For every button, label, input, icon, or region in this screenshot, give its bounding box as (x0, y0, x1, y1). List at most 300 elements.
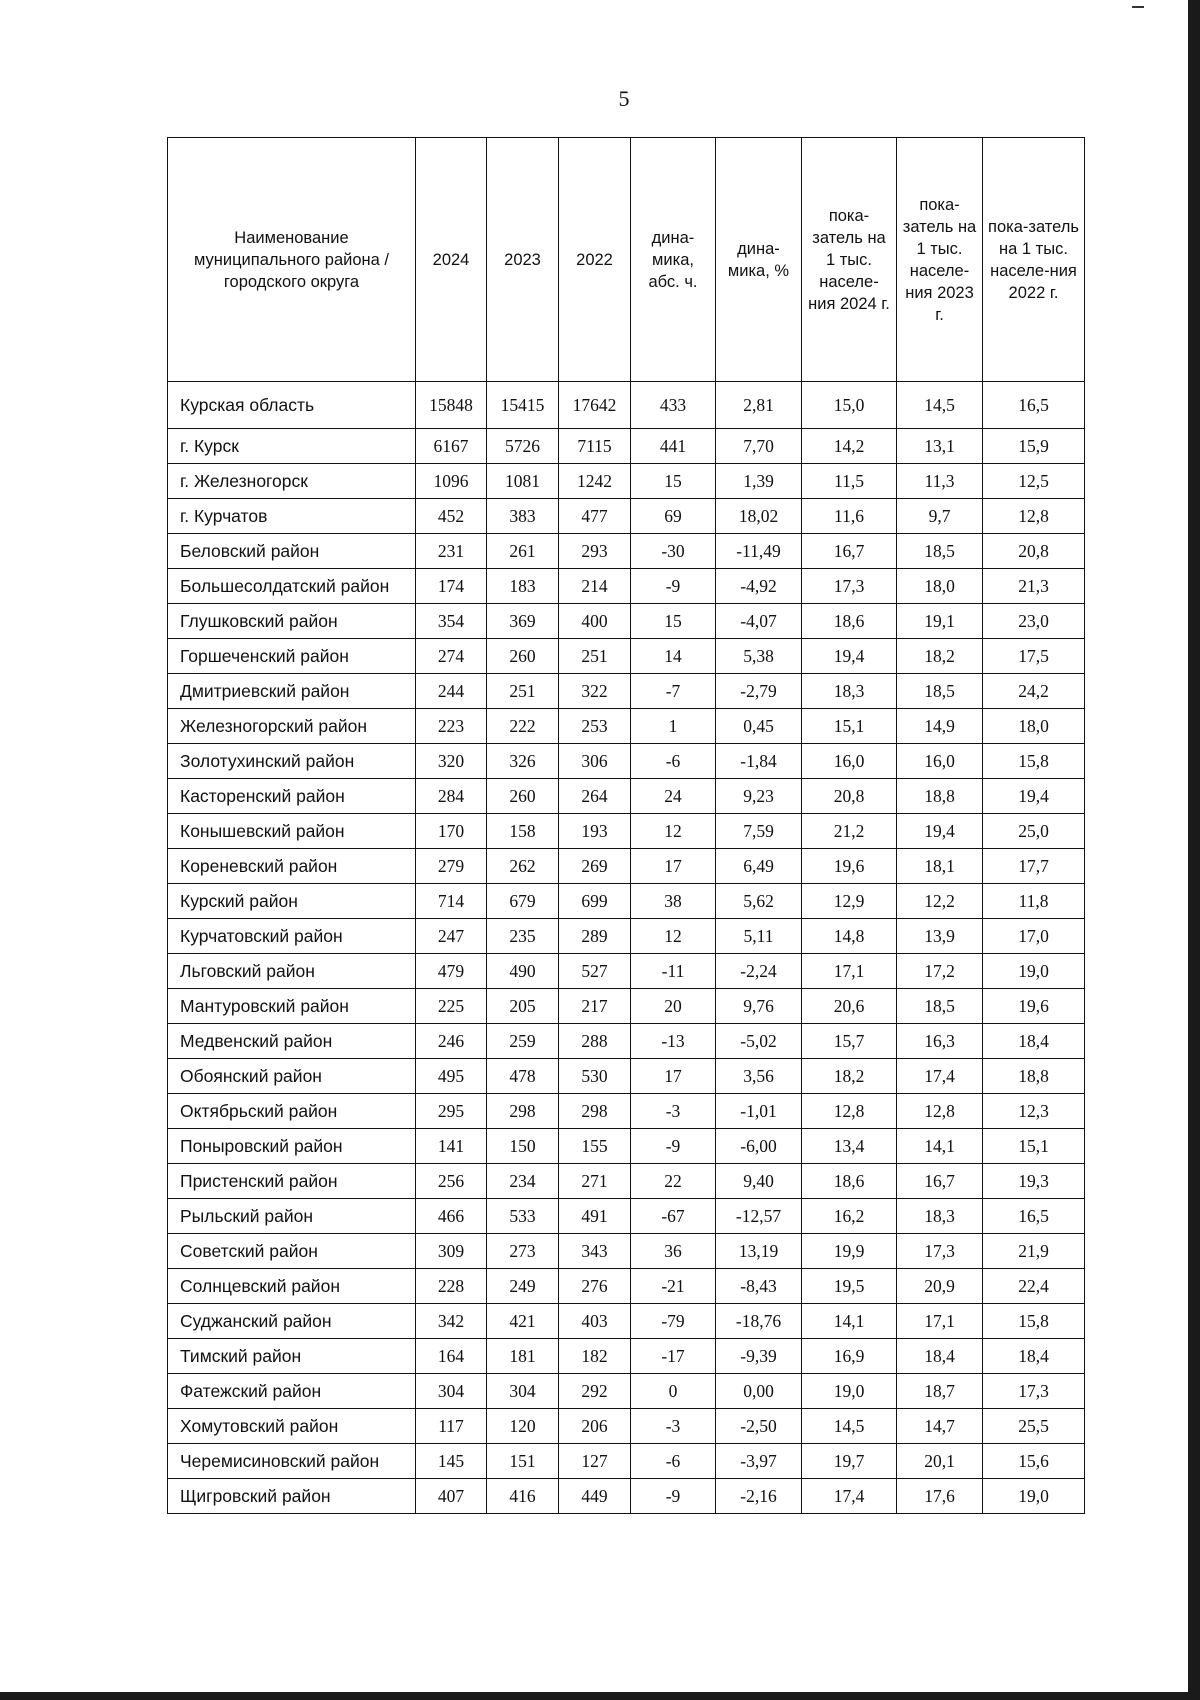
value-cell: 14,7 (897, 1409, 983, 1444)
value-cell: 5726 (487, 429, 559, 464)
table-row (168, 464, 1085, 499)
value-cell: 2,81 (716, 382, 802, 429)
header-dynamics-abs-text: дина-мика, абс. ч. (648, 228, 698, 291)
value-cell: 306 (559, 744, 631, 779)
header-dynamics-abs (631, 138, 716, 382)
value-cell: 11,5 (802, 464, 897, 499)
value-cell: 354 (416, 604, 487, 639)
value-cell: 14,5 (897, 382, 983, 429)
value-cell: 288 (559, 1024, 631, 1059)
value-cell: -18,76 (716, 1304, 802, 1339)
value-cell: 5,11 (716, 919, 802, 954)
value-cell: 279 (416, 849, 487, 884)
value-cell: 25,5 (983, 1409, 1085, 1444)
value-cell: 12 (631, 919, 716, 954)
value-cell: 19,0 (983, 1479, 1085, 1514)
value-cell: 309 (416, 1234, 487, 1269)
value-cell: 15,1 (983, 1129, 1085, 1164)
value-cell: 7,59 (716, 814, 802, 849)
district-name-cell: Советский район (168, 1234, 416, 1269)
value-cell: 12,2 (897, 884, 983, 919)
value-cell: -11 (631, 954, 716, 989)
value-cell: 12 (631, 814, 716, 849)
value-cell: 151 (487, 1444, 559, 1479)
value-cell: -5,02 (716, 1024, 802, 1059)
value-cell: 16,2 (802, 1199, 897, 1234)
value-cell: 19,1 (897, 604, 983, 639)
value-cell: 479 (416, 954, 487, 989)
value-cell: 15 (631, 604, 716, 639)
value-cell: 17,4 (802, 1479, 897, 1514)
value-cell: 16,7 (897, 1164, 983, 1199)
value-cell: -11,49 (716, 534, 802, 569)
value-cell: 264 (559, 779, 631, 814)
value-cell: 1081 (487, 464, 559, 499)
header-rate-2024-text: пока-затель на 1 тыс. населе-ния 2024 г. (808, 206, 890, 313)
value-cell: 253 (559, 709, 631, 744)
value-cell: 259 (487, 1024, 559, 1059)
value-cell: 17,3 (802, 569, 897, 604)
value-cell: 11,3 (897, 464, 983, 499)
district-name-cell: Конышевский район (168, 814, 416, 849)
value-cell: 18,2 (897, 639, 983, 674)
value-cell: 20,6 (802, 989, 897, 1024)
value-cell: 17,7 (983, 849, 1085, 884)
value-cell: 15,8 (983, 1304, 1085, 1339)
value-cell: 222 (487, 709, 559, 744)
value-cell: 18,4 (983, 1339, 1085, 1374)
value-cell: -1,01 (716, 1094, 802, 1129)
value-cell: -7 (631, 674, 716, 709)
value-cell: 18,2 (802, 1059, 897, 1094)
value-cell: 15,7 (802, 1024, 897, 1059)
value-cell: 20,8 (802, 779, 897, 814)
value-cell: 19,4 (802, 639, 897, 674)
header-2022-text: 2022 (576, 250, 613, 269)
value-cell: 699 (559, 884, 631, 919)
value-cell: 1096 (416, 464, 487, 499)
district-name-cell: Октябрьский район (168, 1094, 416, 1129)
header-2024-text: 2024 (432, 250, 470, 269)
header-rate-2023 (897, 138, 983, 382)
value-cell: 21,2 (802, 814, 897, 849)
value-cell: 69 (631, 499, 716, 534)
value-cell: 13,9 (897, 919, 983, 954)
table-row (168, 499, 1085, 534)
table-header-row (168, 138, 1085, 382)
value-cell: 25,0 (983, 814, 1085, 849)
table-row (168, 1164, 1085, 1199)
value-cell: 17,5 (983, 639, 1085, 674)
district-name-cell: Щигровский район (168, 1479, 416, 1514)
value-cell: 15415 (487, 382, 559, 429)
value-cell: 15,0 (802, 382, 897, 429)
value-cell: 343 (559, 1234, 631, 1269)
district-name-cell: Тимский район (168, 1339, 416, 1374)
district-name-cell: Хомутовский район (168, 1409, 416, 1444)
value-cell: 491 (559, 1199, 631, 1234)
table-row (168, 1479, 1085, 1514)
value-cell: 478 (487, 1059, 559, 1094)
table-row (168, 1199, 1085, 1234)
header-rate-2024 (802, 138, 897, 382)
district-name-cell: Касторенский район (168, 779, 416, 814)
value-cell: 19,6 (983, 989, 1085, 1024)
value-cell: 170 (416, 814, 487, 849)
table-row (168, 884, 1085, 919)
value-cell: 158 (487, 814, 559, 849)
value-cell: -6 (631, 1444, 716, 1479)
district-name-cell: Обоянский район (168, 1059, 416, 1094)
table-row (168, 849, 1085, 884)
value-cell: 15,1 (802, 709, 897, 744)
table-row (168, 674, 1085, 709)
value-cell: 141 (416, 1129, 487, 1164)
value-cell: 11,6 (802, 499, 897, 534)
value-cell: 24,2 (983, 674, 1085, 709)
value-cell: 182 (559, 1339, 631, 1374)
value-cell: 12,8 (897, 1094, 983, 1129)
value-cell: -3,97 (716, 1444, 802, 1479)
table-row (168, 1059, 1085, 1094)
value-cell: 231 (416, 534, 487, 569)
header-rate-2022 (983, 138, 1085, 382)
value-cell: 17 (631, 1059, 716, 1094)
value-cell: 449 (559, 1479, 631, 1514)
value-cell: 183 (487, 569, 559, 604)
value-cell: -8,43 (716, 1269, 802, 1304)
header-2022 (559, 138, 631, 382)
value-cell: 13,4 (802, 1129, 897, 1164)
value-cell: 214 (559, 569, 631, 604)
value-cell: 3,56 (716, 1059, 802, 1094)
value-cell: 17,6 (897, 1479, 983, 1514)
page-number: 5 (618, 86, 630, 111)
value-cell: 174 (416, 569, 487, 604)
value-cell: 16,0 (897, 744, 983, 779)
value-cell: 18,3 (897, 1199, 983, 1234)
value-cell: 326 (487, 744, 559, 779)
value-cell: 16,3 (897, 1024, 983, 1059)
district-name-cell: Курская область (168, 382, 416, 429)
district-name-cell: Золотухинский район (168, 744, 416, 779)
value-cell: 262 (487, 849, 559, 884)
value-cell: 273 (487, 1234, 559, 1269)
value-cell: 14,8 (802, 919, 897, 954)
value-cell: 18,1 (897, 849, 983, 884)
value-cell: 223 (416, 709, 487, 744)
value-cell: -2,79 (716, 674, 802, 709)
header-district-name (168, 138, 416, 382)
value-cell: -9 (631, 1129, 716, 1164)
value-cell: 22,4 (983, 1269, 1085, 1304)
value-cell: 421 (487, 1304, 559, 1339)
value-cell: 322 (559, 674, 631, 709)
value-cell: 17,1 (897, 1304, 983, 1339)
table-row (168, 382, 1085, 429)
value-cell: 527 (559, 954, 631, 989)
value-cell: 181 (487, 1339, 559, 1374)
value-cell: 16,0 (802, 744, 897, 779)
value-cell: 9,76 (716, 989, 802, 1024)
value-cell: 9,23 (716, 779, 802, 814)
value-cell: 19,4 (983, 779, 1085, 814)
value-cell: 16,7 (802, 534, 897, 569)
value-cell: 18,4 (897, 1339, 983, 1374)
value-cell: -6 (631, 744, 716, 779)
value-cell: 295 (416, 1094, 487, 1129)
value-cell: 495 (416, 1059, 487, 1094)
value-cell: 1242 (559, 464, 631, 499)
value-cell: 15,8 (983, 744, 1085, 779)
table-row (168, 1269, 1085, 1304)
value-cell: 17,4 (897, 1059, 983, 1094)
value-cell: 490 (487, 954, 559, 989)
value-cell: 145 (416, 1444, 487, 1479)
table-row (168, 744, 1085, 779)
value-cell: 18,02 (716, 499, 802, 534)
value-cell: 36 (631, 1234, 716, 1269)
value-cell: 433 (631, 382, 716, 429)
table-row (168, 814, 1085, 849)
value-cell: 12,8 (802, 1094, 897, 1129)
value-cell: 0,45 (716, 709, 802, 744)
statistics-table (167, 137, 1085, 1514)
value-cell: 256 (416, 1164, 487, 1199)
value-cell: 18,5 (897, 989, 983, 1024)
district-name-cell: Железногорский район (168, 709, 416, 744)
value-cell: 298 (559, 1094, 631, 1129)
value-cell: 15,9 (983, 429, 1085, 464)
table-row (168, 1374, 1085, 1409)
value-cell: 714 (416, 884, 487, 919)
table-row (168, 954, 1085, 989)
district-name-cell: г. Курск (168, 429, 416, 464)
value-cell: 15 (631, 464, 716, 499)
value-cell: 284 (416, 779, 487, 814)
value-cell: -6,00 (716, 1129, 802, 1164)
district-name-cell: г. Курчатов (168, 499, 416, 534)
table-row (168, 639, 1085, 674)
header-rate-2022-text: пока-затель на 1 тыс. населе-ния 2022 г. (988, 217, 1079, 302)
value-cell: 120 (487, 1409, 559, 1444)
value-cell: 19,7 (802, 1444, 897, 1479)
value-cell: 19,6 (802, 849, 897, 884)
value-cell: -17 (631, 1339, 716, 1374)
value-cell: 234 (487, 1164, 559, 1199)
value-cell: 18,0 (897, 569, 983, 604)
header-2023-text: 2023 (504, 250, 541, 269)
value-cell: 7,70 (716, 429, 802, 464)
value-cell: 206 (559, 1409, 631, 1444)
district-name-cell: Фатежский район (168, 1374, 416, 1409)
value-cell: 249 (487, 1269, 559, 1304)
value-cell: 17 (631, 849, 716, 884)
table-row (168, 1444, 1085, 1479)
district-name-cell: Черемисиновский район (168, 1444, 416, 1479)
value-cell: 150 (487, 1129, 559, 1164)
value-cell: 205 (487, 989, 559, 1024)
value-cell: 16,5 (983, 382, 1085, 429)
value-cell: 251 (559, 639, 631, 674)
value-cell: 18,3 (802, 674, 897, 709)
district-name-cell: Льговский район (168, 954, 416, 989)
value-cell: 383 (487, 499, 559, 534)
table-row (168, 1024, 1085, 1059)
table-row (168, 429, 1085, 464)
value-cell: 19,4 (897, 814, 983, 849)
district-name-cell: Суджанский район (168, 1304, 416, 1339)
table-row (168, 534, 1085, 569)
district-name-cell: Дмитриевский район (168, 674, 416, 709)
value-cell: 17,1 (802, 954, 897, 989)
value-cell: 193 (559, 814, 631, 849)
value-cell: 6,49 (716, 849, 802, 884)
district-name-cell: Кореневский район (168, 849, 416, 884)
value-cell: 320 (416, 744, 487, 779)
table-row (168, 1094, 1085, 1129)
value-cell: 21,9 (983, 1234, 1085, 1269)
header-dynamics-pct (716, 138, 802, 382)
header-rate-2023-text: пока-затель на 1 тыс. населе-ния 2023 г. (902, 195, 977, 324)
value-cell: 18,6 (802, 604, 897, 639)
value-cell: 14,1 (897, 1129, 983, 1164)
value-cell: 292 (559, 1374, 631, 1409)
value-cell: 416 (487, 1479, 559, 1514)
value-cell: 12,5 (983, 464, 1085, 499)
value-cell: 22 (631, 1164, 716, 1199)
value-cell: 400 (559, 604, 631, 639)
value-cell: 293 (559, 534, 631, 569)
value-cell: 466 (416, 1199, 487, 1234)
value-cell: 17,3 (897, 1234, 983, 1269)
value-cell: 18,7 (897, 1374, 983, 1409)
header-district-name-text: Наименование муниципального района / городского округа (193, 228, 390, 291)
value-cell: 1 (631, 709, 716, 744)
table-row (168, 1234, 1085, 1269)
value-cell: -2,16 (716, 1479, 802, 1514)
value-cell: 14 (631, 639, 716, 674)
value-cell: 16,5 (983, 1199, 1085, 1234)
value-cell: 17642 (559, 382, 631, 429)
district-name-cell: Медвенский район (168, 1024, 416, 1059)
value-cell: -3 (631, 1409, 716, 1444)
district-name-cell: Курский район (168, 884, 416, 919)
value-cell: 7115 (559, 429, 631, 464)
value-cell: -67 (631, 1199, 716, 1234)
value-cell: 18,4 (983, 1024, 1085, 1059)
value-cell: 304 (487, 1374, 559, 1409)
district-name-cell: г. Железногорск (168, 464, 416, 499)
value-cell: 14,1 (802, 1304, 897, 1339)
value-cell: 271 (559, 1164, 631, 1199)
district-name-cell: Большесолдатский район (168, 569, 416, 604)
district-name-cell: Рыльский район (168, 1199, 416, 1234)
value-cell: 369 (487, 604, 559, 639)
value-cell: -2,50 (716, 1409, 802, 1444)
value-cell: 477 (559, 499, 631, 534)
value-cell: -13 (631, 1024, 716, 1059)
value-cell: -21 (631, 1269, 716, 1304)
value-cell: 21,3 (983, 569, 1085, 604)
value-cell: 14,5 (802, 1409, 897, 1444)
table-row (168, 779, 1085, 814)
value-cell: 12,9 (802, 884, 897, 919)
value-cell: 18,5 (897, 674, 983, 709)
value-cell: 225 (416, 989, 487, 1024)
value-cell: 530 (559, 1059, 631, 1094)
value-cell: 235 (487, 919, 559, 954)
value-cell: 403 (559, 1304, 631, 1339)
value-cell: 12,8 (983, 499, 1085, 534)
value-cell: 407 (416, 1479, 487, 1514)
value-cell: 9,7 (897, 499, 983, 534)
header-2024 (416, 138, 487, 382)
scan-mark (1132, 6, 1144, 8)
value-cell: 16,9 (802, 1339, 897, 1374)
value-cell: 13,19 (716, 1234, 802, 1269)
value-cell: 9,40 (716, 1164, 802, 1199)
value-cell: 276 (559, 1269, 631, 1304)
value-cell: 18,0 (983, 709, 1085, 744)
value-cell: 14,2 (802, 429, 897, 464)
value-cell: 261 (487, 534, 559, 569)
value-cell: 18,8 (983, 1059, 1085, 1094)
value-cell: 304 (416, 1374, 487, 1409)
table-row (168, 989, 1085, 1024)
value-cell: 269 (559, 849, 631, 884)
value-cell: 260 (487, 779, 559, 814)
district-name-cell: Курчатовский район (168, 919, 416, 954)
value-cell: 19,0 (802, 1374, 897, 1409)
value-cell: 155 (559, 1129, 631, 1164)
value-cell: 247 (416, 919, 487, 954)
table-row (168, 604, 1085, 639)
value-cell: 19,0 (983, 954, 1085, 989)
value-cell: 260 (487, 639, 559, 674)
scan-border-bottom (0, 1692, 1200, 1700)
district-name-cell: Пристенский район (168, 1164, 416, 1199)
value-cell: -30 (631, 534, 716, 569)
value-cell: 20 (631, 989, 716, 1024)
value-cell: 17,0 (983, 919, 1085, 954)
value-cell: -79 (631, 1304, 716, 1339)
district-name-cell: Беловский район (168, 534, 416, 569)
value-cell: 1,39 (716, 464, 802, 499)
value-cell: -12,57 (716, 1199, 802, 1234)
value-cell: 251 (487, 674, 559, 709)
value-cell: 679 (487, 884, 559, 919)
table-row (168, 1304, 1085, 1339)
header-dynamics-pct-text: дина-мика, % (727, 239, 790, 280)
value-cell: 6167 (416, 429, 487, 464)
district-name-cell: Горшеченский район (168, 639, 416, 674)
table-row (168, 1129, 1085, 1164)
value-cell: 0,00 (716, 1374, 802, 1409)
value-cell: -1,84 (716, 744, 802, 779)
value-cell: 19,9 (802, 1234, 897, 1269)
value-cell: 18,8 (897, 779, 983, 814)
table-row (168, 709, 1085, 744)
value-cell: -2,24 (716, 954, 802, 989)
value-cell: 289 (559, 919, 631, 954)
value-cell: 228 (416, 1269, 487, 1304)
value-cell: 117 (416, 1409, 487, 1444)
value-cell: 533 (487, 1199, 559, 1234)
value-cell: 20,1 (897, 1444, 983, 1479)
value-cell: -4,07 (716, 604, 802, 639)
value-cell: 24 (631, 779, 716, 814)
